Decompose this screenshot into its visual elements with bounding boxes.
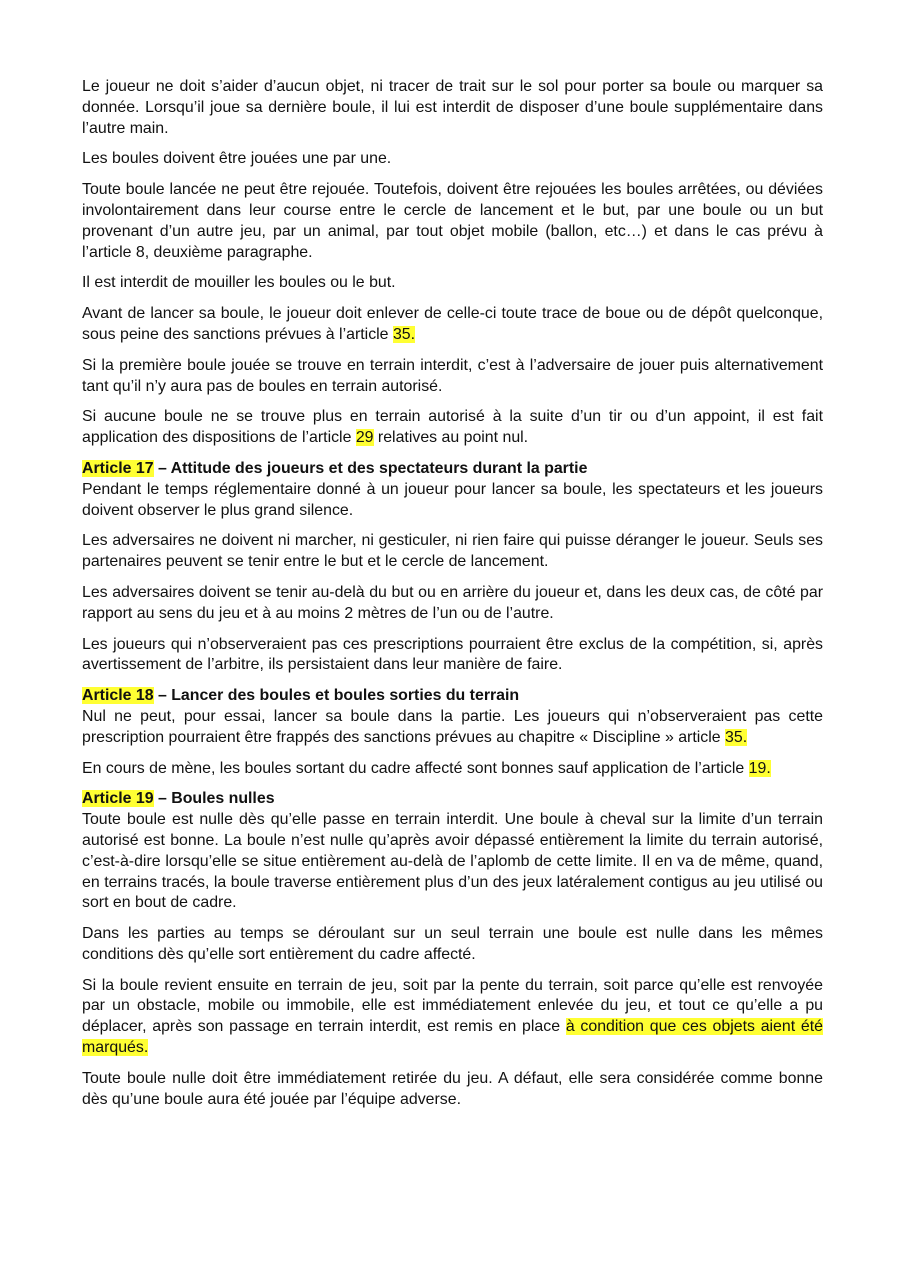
paragraph-text: Les adversaires doivent se tenir au-delà du but ou en arrière du joueur et, dans les deux cas, de côté par rapport au sens du jeu et à au moins 2 mètres de l’un ou de l’autre.	[82, 583, 823, 622]
document-page	[82, 77, 823, 1120]
article-title: – Attitude des joueurs et des spectateurs durant la partie	[153, 459, 588, 477]
paragraph	[82, 304, 823, 346]
paragraph-text: Les adversaires ne doivent ni marcher, ni gesticuler, ni rien faire qui puisse déranger le joueur. Seuls ses partenaires peuvent se tenir entre le but et le cercle de lancement.	[82, 532, 823, 571]
paragraph-text: Les boules doivent être jouées une par une.	[82, 150, 392, 168]
paragraph	[82, 810, 823, 914]
paragraph-text: Toute boule lancée ne peut être rejouée. Toutefois, doivent être rejouées les boules arrêtées, ou déviées involontairement dans leur course entre le cercle de lancement et le but, par une boule ou un but provenant d’un autre jeu, par un animal, par tout objet mobile (ballon, etc…) et dans le cas prévu à l’article 8, deuxième paragraphe.	[82, 181, 823, 261]
article-19-heading	[82, 789, 823, 810]
paragraph-text: Il est interdit de mouiller les boules ou le but.	[82, 274, 396, 292]
paragraph-text: Toute boule nulle doit être immédiatement retirée du jeu. A défaut, elle sera considérée comme bonne dès qu’une boule aura été jouée par l’équipe adverse.	[82, 1069, 823, 1108]
paragraph	[82, 407, 823, 449]
paragraph	[82, 759, 823, 780]
article-reference-highlight: 35.	[392, 325, 416, 343]
paragraph-text: Dans les parties au temps se déroulant sur un seul terrain une boule est nulle dans les mêmes conditions dès qu’elle sort entièrement du cadre affecté.	[82, 925, 823, 963]
paragraph	[82, 635, 823, 677]
article-reference-highlight: 35.	[725, 728, 748, 746]
paragraph	[82, 77, 823, 139]
article-title: – Boules nulles	[153, 790, 275, 808]
paragraph-text: relatives au point nul.	[373, 429, 529, 447]
paragraph	[82, 707, 823, 749]
paragraph-text: Nul ne peut, pour essai, lancer sa boule dans la partie. Les joueurs qui n’observeraient pas cette prescription pourraient être frappés des sanctions prévues au chapitre « Discipline » article	[82, 707, 823, 746]
article-17-heading	[82, 459, 823, 480]
paragraph	[82, 149, 823, 170]
paragraph	[82, 583, 823, 625]
paragraph-text: Si la boule revient ensuite en terrain de jeu, soit par la pente du terrain, soit parce qu’elle est renvoyée par un obstacle, mobile ou immobile, elle est immédiatement enlevée du jeu, et tout ce qu’elle a pu déplacer, après son passage en terrain interdit, est remis en place	[82, 976, 823, 1036]
paragraph	[82, 924, 823, 966]
paragraph	[82, 976, 823, 1059]
article-reference-highlight: 19.	[748, 759, 771, 777]
condition-highlight: à condition que ces objets aient été marqués.	[82, 1018, 823, 1057]
paragraph	[82, 1069, 823, 1111]
paragraph-text: Si aucune boule ne se trouve plus en terrain autorisé à la suite d’un tir ou d’un appoint, il est fait application des dispositions de l’article	[82, 408, 823, 447]
paragraph	[82, 480, 823, 522]
article-reference-highlight: 29	[355, 429, 374, 447]
article-label-highlight: Article 17	[82, 459, 154, 477]
paragraph-text: En cours de mène, les boules sortant du cadre affecté sont bonnes sauf application de l’article	[82, 759, 749, 777]
article-18-heading	[82, 686, 823, 707]
paragraph	[82, 180, 823, 263]
paragraph	[82, 356, 823, 398]
article-label-highlight: Article 19	[82, 790, 154, 808]
paragraph-text: Toute boule est nulle dès qu’elle passe en terrain interdit. Une boule à cheval sur la limite d’un terrain autorisé est bonne. La boule n’est nulle qu’après avoir dépassé entièrement la limite du terrain autorisé, c’est-à-dire lorsqu’elle se situe entièrement au-delà de l’aplomb de cette limite. Il en va de même, quand, en terrains tracés, la boule traverse entièrement plus d’un des jeux latéralement contigus au jeu utilisé ou sort en bout de cadre.	[82, 811, 823, 912]
paragraph	[82, 531, 823, 573]
paragraph-text: Si la première boule jouée se trouve en terrain interdit, c’est à l’adversaire de jouer puis alternativement tant qu’il n’y aura pas de boules en terrain autorisé.	[82, 356, 823, 395]
paragraph-text: Pendant le temps réglementaire donné à un joueur pour lancer sa boule, les spectateurs et les joueurs doivent observer le plus grand silence.	[82, 480, 823, 519]
paragraph-text: Avant de lancer sa boule, le joueur doit enlever de celle-ci toute trace de boue ou de dépôt quelconque, sous peine des sanctions prévues à l’article	[82, 305, 823, 343]
paragraph-text: Le joueur ne doit s’aider d’aucun objet, ni tracer de trait sur le sol pour porter sa boule ou marquer sa donnée. Lorsqu’il joue sa dernière boule, il lui est interdit de disposer d’une boule supplémentaire dans l’autre main.	[82, 78, 823, 137]
paragraph	[82, 273, 823, 294]
article-title: – Lancer des boules et boules sorties du terrain	[153, 687, 520, 705]
article-label-highlight: Article 18	[82, 687, 154, 705]
paragraph-text: Les joueurs qui n’observeraient pas ces prescriptions pourraient être exclus de la compétition, si, après avertissement de l’arbitre, ils persistaient dans leur manière de faire.	[82, 635, 823, 674]
